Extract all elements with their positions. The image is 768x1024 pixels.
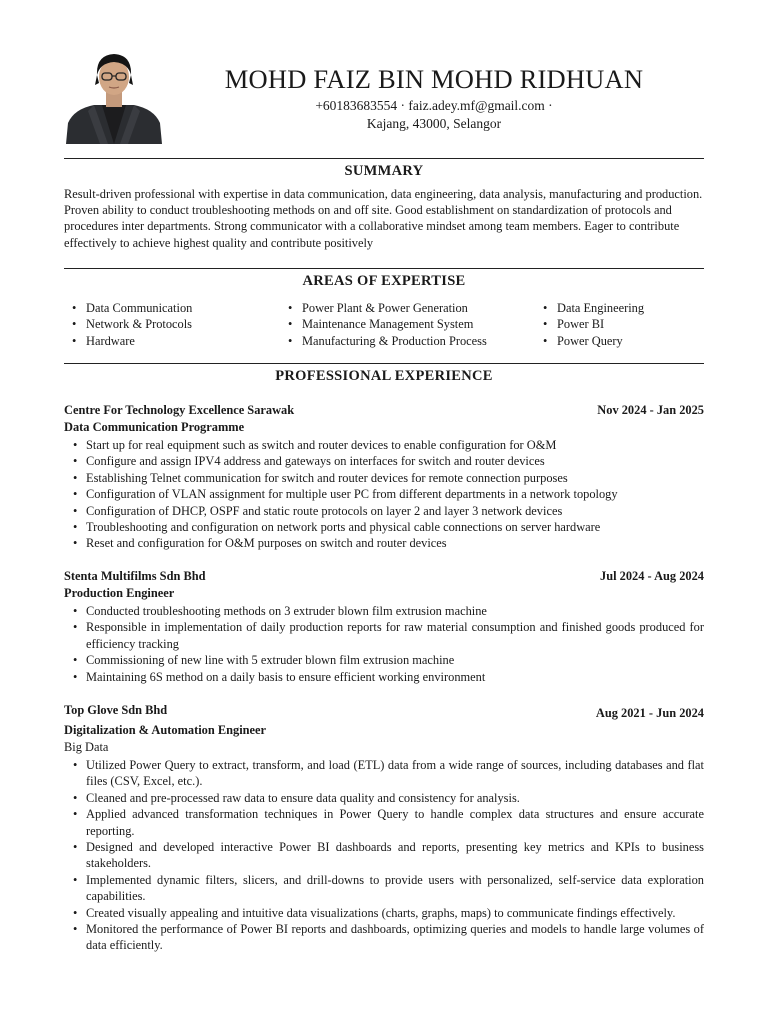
contact-info bbox=[164, 97, 704, 133]
job-dates: Aug 2021 - Jun 2024 bbox=[595, 706, 704, 720]
duty-item: • Implemented dynamic filters, slicers, and drill-downs to provide users with personalized, self-service data exploration capabilities. bbox=[64, 872, 704, 905]
job-role: Production Engineer bbox=[64, 586, 175, 600]
duty-item: • Commissioning of new line with 5 extruder blown film extrusion machine bbox=[64, 652, 704, 668]
job-duties bbox=[64, 757, 704, 954]
company-name: Stenta Multifilms Sdn Bhd bbox=[64, 569, 206, 583]
duty-item: • Monitored the performance of Power BI reports and dashboards, optimizing queries and models to handle large volumes of data efficiently. bbox=[64, 921, 704, 954]
experience-heading: PROFESSIONAL EXPERIENCE bbox=[275, 368, 493, 384]
duty-item: • Created visually appealing and intuitive data visualizations (charts, graphs, maps) to communicate findings effectively. bbox=[64, 905, 704, 921]
expertise-item: • Maintenance Management System bbox=[286, 316, 487, 332]
expertise-column-2 bbox=[286, 300, 487, 349]
duty-item: • Configuration of DHCP, OSPF and static route protocols on layer 2 and layer 3 network devices bbox=[64, 503, 704, 519]
duty-item: • Applied advanced transformation techniques in Power Query to handle complex data structures and ensure accurate reporting. bbox=[64, 806, 704, 839]
duty-item: • Utilized Power Query to extract, transform, and load (ETL) data from a wide range of sources, including databases and flat files (CSV, Excel, etc.). bbox=[64, 757, 704, 790]
expertise-heading: AREAS OF EXPERTISE bbox=[302, 273, 466, 289]
duty-item: • Maintaining 6S method on a daily basis to ensure efficient working environment bbox=[64, 669, 704, 685]
expertise-item: • Power Plant & Power Generation bbox=[286, 300, 487, 316]
duty-item: • Cleaned and pre-processed raw data to ensure data quality and consistency for analysis. bbox=[64, 790, 704, 806]
duty-item: • Establishing Telnet communication for switch and router devices for remote connection purposes bbox=[64, 470, 704, 486]
candidate-name: MOHD FAIZ BIN MOHD RIDHUAN bbox=[224, 64, 644, 94]
expertise-item: • Hardware bbox=[70, 333, 192, 349]
expertise-item: • Power Query bbox=[541, 333, 644, 349]
duty-item: • Reset and configuration for O&M purposes on switch and router devices bbox=[64, 535, 704, 551]
divider bbox=[64, 158, 704, 159]
summary-text: Result-driven professional with expertise in data communication, data engineering, data analysis, manufacturing and production. Proven ability to conduct troubleshooting methods on and off site. Good establishment on standardization of protocols and procedures inter departments. Strong communicator with a collaborative mindset among team members. Eager to contribute effectively to achieve highest quality and contribute positively bbox=[64, 187, 703, 250]
expertise-item: • Power BI bbox=[541, 316, 644, 332]
company-name: Top Glove Sdn Bhd bbox=[64, 703, 168, 717]
job-dates: Nov 2024 - Jan 2025 bbox=[597, 403, 704, 417]
expertise-column-3 bbox=[541, 300, 644, 349]
company-name: Centre For Technology Excellence Sarawak bbox=[64, 403, 295, 417]
duty-item: • Troubleshooting and configuration on network ports and physical cable connections on server hardware bbox=[64, 519, 704, 535]
contact-address: Kajang, 43000, Selangor bbox=[366, 116, 502, 131]
expertise-column-1 bbox=[70, 300, 192, 349]
portrait-image bbox=[64, 45, 164, 144]
expertise-item: • Data Communication bbox=[70, 300, 192, 316]
job-role: Digitalization & Automation Engineer bbox=[64, 723, 267, 737]
expertise-item: • Manufacturing & Production Process bbox=[286, 333, 487, 349]
job-entry bbox=[64, 568, 704, 685]
summary-heading: SUMMARY bbox=[344, 163, 424, 179]
job-duties bbox=[64, 437, 704, 552]
divider bbox=[64, 268, 704, 269]
divider bbox=[64, 363, 704, 364]
duty-item: • Conducted troubleshooting methods on 3 extruder blown film extrusion machine bbox=[64, 603, 704, 619]
duty-item: • Configuration of VLAN assignment for multiple user PC from different departments in a network topology bbox=[64, 486, 704, 502]
job-role: Data Communication Programme bbox=[64, 420, 245, 434]
job-dates: Jul 2024 - Aug 2024 bbox=[600, 569, 704, 583]
duty-item: • Designed and developed interactive Power BI dashboards and reports, presenting key metrics and KPIs to business stakeholders. bbox=[64, 839, 704, 872]
job-entry bbox=[64, 702, 704, 954]
duty-item: • Responsible in implementation of daily production reports for raw material consumption and finished goods produced for efficiency tracking bbox=[64, 619, 704, 652]
duty-item: • Configure and assign IPV4 address and gateways on interfaces for switch and router devices bbox=[64, 453, 704, 469]
profile-photo bbox=[64, 45, 164, 144]
job-subheading: Big Data bbox=[64, 740, 109, 754]
contact-phone-email: +60183683554 · faiz.adey.mf@gmail.com · bbox=[315, 98, 553, 113]
duty-item: • Start up for real equipment such as switch and router devices to enable configuration for O&M bbox=[64, 437, 704, 453]
expertise-item: • Data Engineering bbox=[541, 300, 644, 316]
expertise-list bbox=[70, 300, 710, 352]
job-duties bbox=[64, 603, 704, 685]
job-entry bbox=[64, 402, 704, 552]
expertise-item: • Network & Protocols bbox=[70, 316, 192, 332]
